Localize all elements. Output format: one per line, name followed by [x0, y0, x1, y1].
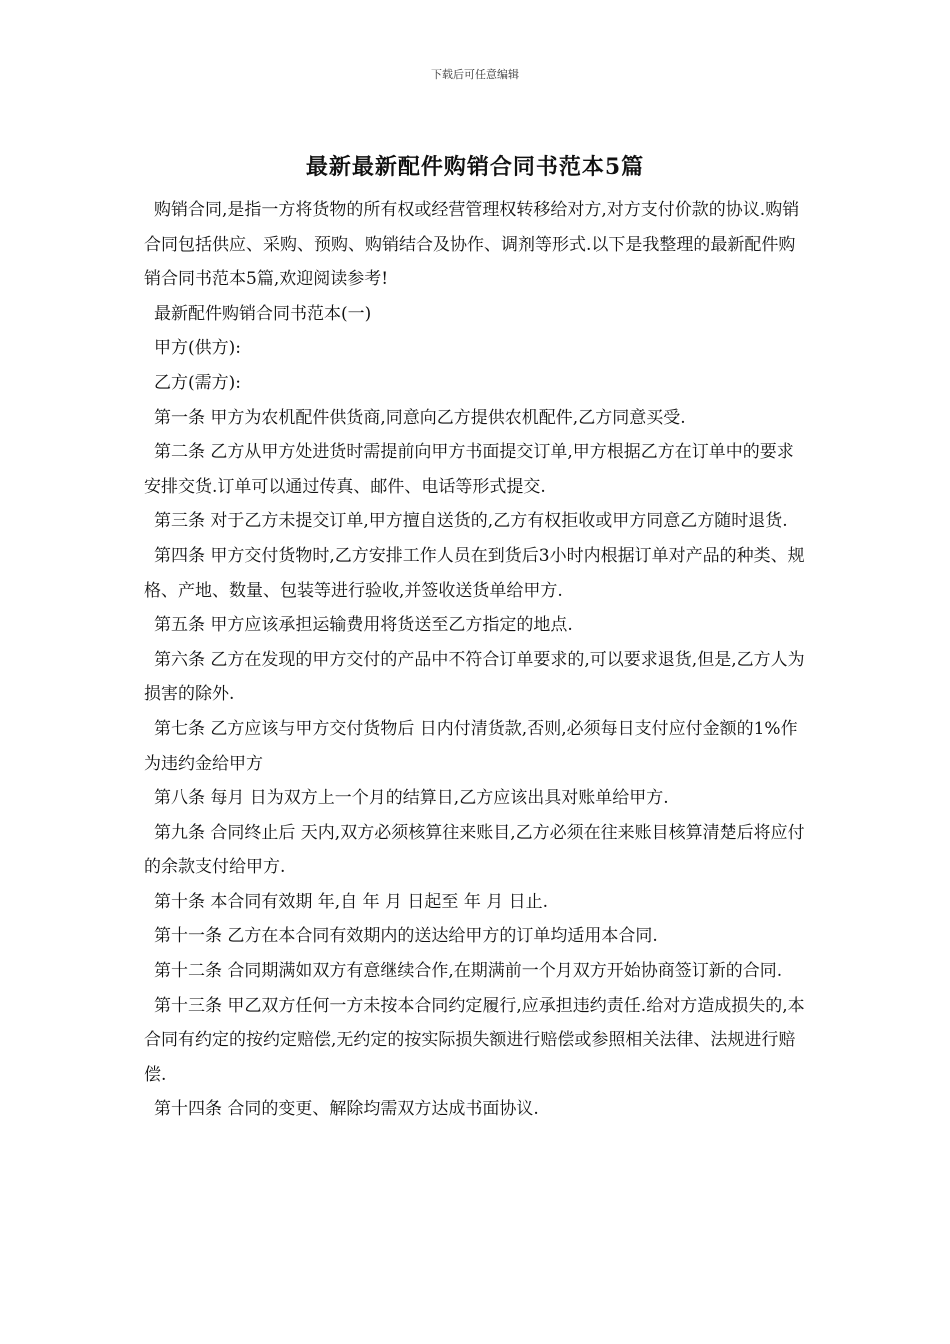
clause-5: 第五条 甲方应该承担运输费用将货送至乙方指定的地点. [154, 615, 573, 636]
document-body [144, 193, 810, 1127]
clause-11: 第十一条 乙方在本合同有效期内的送达给甲方的订单均适用本合同. [154, 926, 658, 947]
clause-8: 第八条 每月 日为双方上一个月的结算日,乙方应该出具对账单给甲方. [154, 788, 669, 809]
section-heading: 最新配件购销合同书范本(一) [154, 303, 372, 324]
header-note: 下载后可任意编辑 [431, 68, 519, 81]
clause-14: 第十四条 合同的变更、解除均需双方达成书面协议. [154, 1099, 539, 1120]
clause-6: 第六条 乙方在发现的甲方交付的产品中不符合订单要求的,可以要求退货,但是,乙方人为损害的除外. [144, 649, 805, 705]
clause-9: 第九条 合同终止后 天内,双方必须核算往来账目,乙方必须在往来账目核算清楚后将应付的余款支付给甲方. [144, 822, 805, 878]
intro-paragraph: 购销合同,是指一方将货物的所有权或经营管理权转移给对方,对方支付价款的协议.购销合同包括供应、采购、预购、购销结合及协作、调剂等形式.以下是我整理的最新配件购销合同书范本5篇,欢迎阅读参考! [144, 200, 800, 290]
clause-12: 第十二条 合同期满如双方有意继续合作,在期满前一个月双方开始协商签订新的合同. [154, 961, 783, 982]
document-title: 最新最新配件购销合同书范本5篇 [305, 154, 645, 180]
party-a-line: 甲方(供方): [154, 338, 241, 359]
clause-4: 第四条 甲方交付货物时,乙方安排工作人员在到货后3小时内根据订单对产品的种类、规格、产地、数量、包装等进行验收,并签收送货单给甲方. [144, 545, 805, 601]
clause-10: 第十条 本合同有效期 年,自 年 月 日起至 年 月 日止. [154, 891, 549, 912]
clause-1: 第一条 甲方为农机配件供货商,同意向乙方提供农机配件,乙方同意买受. [154, 407, 686, 428]
party-b-line: 乙方(需方): [154, 372, 241, 393]
clause-2: 第二条 乙方从甲方处进货时需提前向甲方书面提交订单,甲方根据乙方在订单中的要求安排交货.订单可以通过传真、邮件、电话等形式提交. [144, 442, 794, 497]
clause-3: 第三条 对于乙方未提交订单,甲方擅自送货的,乙方有权拒收或甲方同意乙方随时退货. [154, 511, 788, 532]
clause-13: 第十三条 甲乙双方任何一方未按本合同约定履行,应承担违约责任.给对方造成损失的,本合同有约定的按约定赔偿,无约定的按实际损失额进行赔偿或参照相关法律、法规进行赔偿. [144, 995, 805, 1085]
clause-7: 第七条 乙方应该与甲方交付货物后 日内付清货款,否则,必须每日支付应付金额的1%作为违约金给甲方 [144, 718, 798, 774]
